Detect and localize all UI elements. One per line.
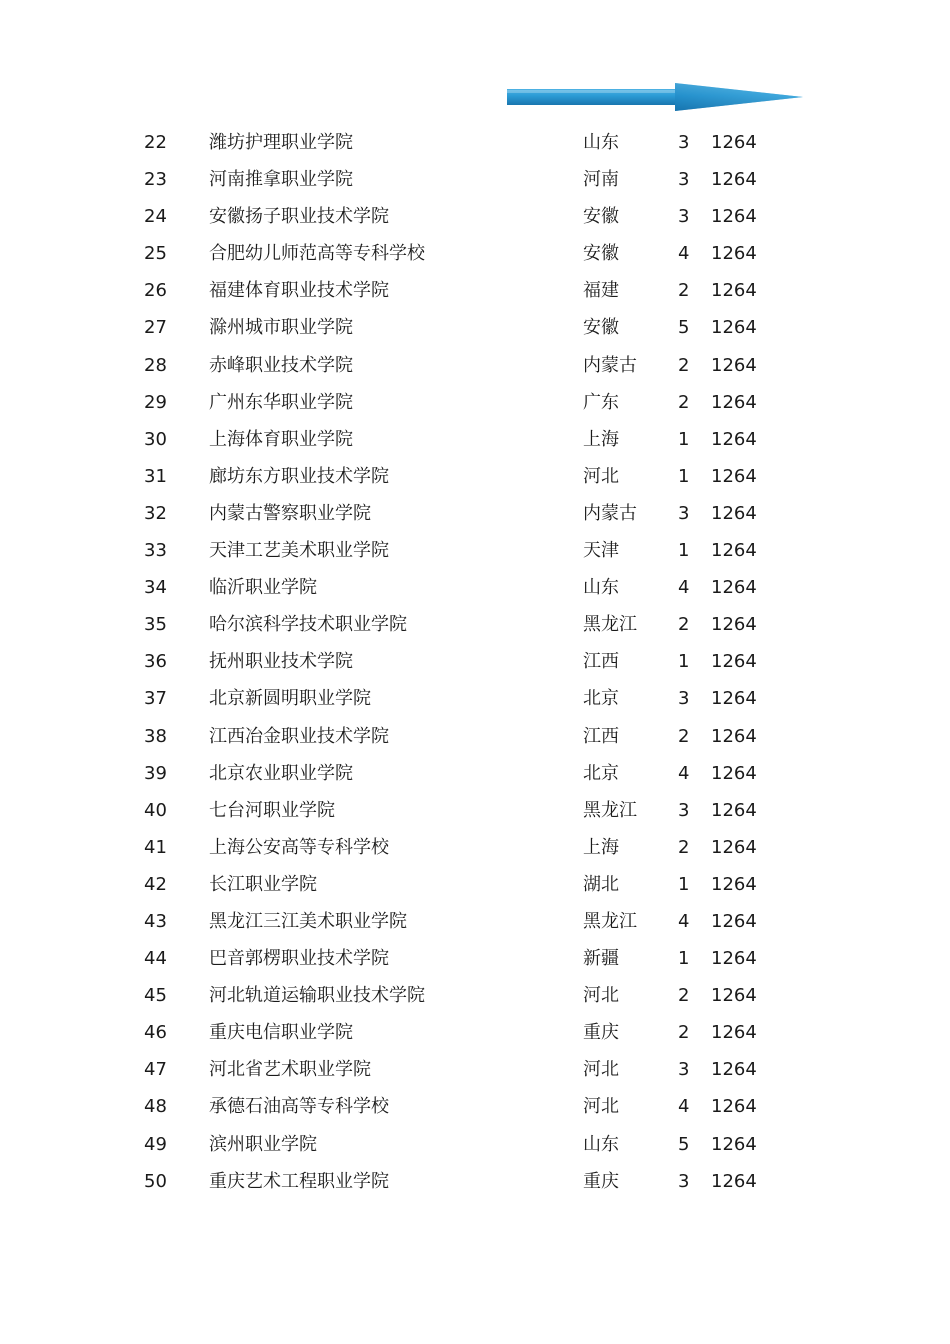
level-value: 5 <box>678 1133 690 1155</box>
rank-number: 29 <box>144 391 167 413</box>
province-name: 河北 <box>583 465 619 487</box>
level-value: 2 <box>678 614 690 636</box>
college-name: 潍坊护理职业学院 <box>209 132 353 153</box>
level-value: 4 <box>678 1096 690 1118</box>
score-value: 1264 <box>711 799 757 821</box>
province-name: 上海 <box>583 836 619 858</box>
score-value: 1264 <box>711 1170 757 1192</box>
rank-number: 24 <box>144 206 167 228</box>
province-name: 山东 <box>583 1133 619 1155</box>
rank-number: 45 <box>144 985 167 1007</box>
college-name: 河南推拿职业学院 <box>209 169 353 191</box>
level-value: 3 <box>678 799 690 821</box>
list-row <box>0 495 950 532</box>
rank-number: 31 <box>144 465 167 487</box>
score-value: 1264 <box>711 1096 757 1118</box>
province-name: 北京 <box>583 688 619 710</box>
score-value: 1264 <box>711 948 757 970</box>
rank-number: 30 <box>144 428 167 450</box>
score-value: 1264 <box>711 836 757 858</box>
level-value: 4 <box>678 243 690 265</box>
province-name: 黑龙江 <box>583 799 637 821</box>
list-row <box>0 198 950 235</box>
college-name: 北京农业职业学院 <box>209 762 353 784</box>
list-row <box>0 235 950 272</box>
rank-number: 43 <box>144 910 167 932</box>
score-value: 1264 <box>711 206 757 228</box>
score-value: 1264 <box>711 651 757 673</box>
rank-number: 25 <box>144 243 167 265</box>
score-value: 1264 <box>711 1022 757 1044</box>
province-name: 重庆 <box>583 1022 619 1044</box>
college-name: 广州东华职业学院 <box>209 391 353 413</box>
college-name: 河北轨道运输职业技术学院 <box>209 985 425 1007</box>
list-row <box>0 755 950 792</box>
college-name: 重庆艺术工程职业学院 <box>209 1170 389 1192</box>
college-name: 廊坊东方职业技术学院 <box>209 465 389 487</box>
rank-number: 35 <box>144 614 167 636</box>
college-name: 福建体育职业技术学院 <box>209 280 389 302</box>
list-row <box>0 680 950 717</box>
score-value: 1264 <box>711 428 757 450</box>
list-row <box>0 124 950 161</box>
province-name: 湖北 <box>583 873 619 895</box>
score-value: 1264 <box>711 614 757 636</box>
level-value: 3 <box>678 1059 690 1081</box>
list-row <box>0 718 950 755</box>
province-name: 福建 <box>583 280 619 302</box>
level-value: 3 <box>678 1170 690 1192</box>
list-row <box>0 940 950 977</box>
province-name: 黑龙江 <box>583 614 637 636</box>
rank-number: 42 <box>144 873 167 895</box>
rank-number: 47 <box>144 1059 167 1081</box>
province-name: 河北 <box>583 1096 619 1118</box>
rank-number: 34 <box>144 577 167 599</box>
province-name: 天津 <box>583 540 619 562</box>
college-name: 安徽扬子职业技术学院 <box>209 206 389 228</box>
score-value: 1264 <box>711 169 757 191</box>
college-name: 上海体育职业学院 <box>209 428 353 450</box>
college-name: 天津工艺美术职业学院 <box>209 540 389 562</box>
level-value: 1 <box>678 651 690 673</box>
list-row <box>0 792 950 829</box>
level-value: 3 <box>678 206 690 228</box>
college-name: 合肥幼儿师范高等专科学校 <box>209 243 425 265</box>
list-row <box>0 384 950 421</box>
score-value: 1264 <box>711 688 757 710</box>
list-row <box>0 532 950 569</box>
level-value: 2 <box>678 1022 690 1044</box>
list-row <box>0 1051 950 1088</box>
rank-number: 41 <box>144 836 167 858</box>
college-name: 七台河职业学院 <box>209 799 335 821</box>
level-value: 2 <box>678 354 690 376</box>
level-value: 2 <box>678 836 690 858</box>
rank-number: 23 <box>144 169 167 191</box>
province-name: 新疆 <box>583 948 619 970</box>
rank-number: 49 <box>144 1133 167 1155</box>
list-row <box>0 272 950 309</box>
list-row <box>0 1163 950 1200</box>
level-value: 2 <box>678 985 690 1007</box>
college-name: 赤峰职业技术学院 <box>209 354 353 376</box>
province-name: 江西 <box>583 725 619 747</box>
list-row <box>0 458 950 495</box>
list-row <box>0 1126 950 1163</box>
rank-number: 37 <box>144 688 167 710</box>
rank-number: 38 <box>144 725 167 747</box>
college-name: 长江职业学院 <box>209 873 317 895</box>
province-name: 安徽 <box>583 206 619 228</box>
score-value: 1264 <box>711 317 757 339</box>
rank-number: 28 <box>144 354 167 376</box>
level-value: 3 <box>678 169 690 191</box>
score-value: 1264 <box>711 577 757 599</box>
college-name: 巴音郭楞职业技术学院 <box>209 948 389 970</box>
college-name: 内蒙古警察职业学院 <box>209 502 371 524</box>
rank-number: 50 <box>144 1170 167 1192</box>
rank-number: 22 <box>144 132 167 153</box>
score-value: 1264 <box>711 1059 757 1081</box>
score-value: 1264 <box>711 465 757 487</box>
rank-number: 44 <box>144 948 167 970</box>
level-value: 3 <box>678 132 690 153</box>
list-row <box>0 161 950 198</box>
list-row <box>0 1014 950 1051</box>
college-ranking-list <box>0 124 950 1200</box>
college-name: 承德石油高等专科学校 <box>209 1096 389 1118</box>
level-value: 1 <box>678 428 690 450</box>
list-row <box>0 606 950 643</box>
level-value: 4 <box>678 910 690 932</box>
college-name: 北京新圆明职业学院 <box>209 688 371 710</box>
rank-number: 36 <box>144 651 167 673</box>
score-value: 1264 <box>711 725 757 747</box>
college-name: 河北省艺术职业学院 <box>209 1059 371 1081</box>
list-row <box>0 977 950 1014</box>
province-name: 山东 <box>583 132 619 153</box>
score-value: 1264 <box>711 502 757 524</box>
level-value: 1 <box>678 873 690 895</box>
level-value: 4 <box>678 577 690 599</box>
score-value: 1264 <box>711 540 757 562</box>
college-name: 黑龙江三江美术职业学院 <box>209 910 407 932</box>
college-name: 上海公安高等专科学校 <box>209 836 389 858</box>
level-value: 3 <box>678 688 690 710</box>
level-value: 2 <box>678 391 690 413</box>
score-value: 1264 <box>711 985 757 1007</box>
college-name: 哈尔滨科学技术职业学院 <box>209 614 407 636</box>
level-value: 3 <box>678 502 690 524</box>
province-name: 内蒙古 <box>583 502 637 524</box>
score-value: 1264 <box>711 762 757 784</box>
province-name: 安徽 <box>583 243 619 265</box>
college-name: 滨州职业学院 <box>209 1133 317 1155</box>
rank-number: 33 <box>144 540 167 562</box>
level-value: 5 <box>678 317 690 339</box>
level-value: 2 <box>678 725 690 747</box>
province-name: 安徽 <box>583 317 619 339</box>
rank-number: 27 <box>144 317 167 339</box>
list-row <box>0 829 950 866</box>
rank-number: 46 <box>144 1022 167 1044</box>
rank-number: 26 <box>144 280 167 302</box>
score-value: 1264 <box>711 280 757 302</box>
college-name: 江西冶金职业技术学院 <box>209 725 389 747</box>
rank-number: 48 <box>144 1096 167 1118</box>
rank-number: 32 <box>144 502 167 524</box>
list-row <box>0 309 950 346</box>
list-row <box>0 643 950 680</box>
score-value: 1264 <box>711 243 757 265</box>
college-name: 临沂职业学院 <box>209 577 317 599</box>
score-value: 1264 <box>711 1133 757 1155</box>
score-value: 1264 <box>711 873 757 895</box>
province-name: 河北 <box>583 985 619 1007</box>
rank-number: 40 <box>144 799 167 821</box>
province-name: 内蒙古 <box>583 354 637 376</box>
list-row <box>0 1088 950 1125</box>
province-name: 山东 <box>583 577 619 599</box>
college-name: 重庆电信职业学院 <box>209 1022 353 1044</box>
province-name: 江西 <box>583 651 619 673</box>
score-value: 1264 <box>711 132 757 153</box>
province-name: 河北 <box>583 1059 619 1081</box>
level-value: 2 <box>678 280 690 302</box>
list-row <box>0 569 950 606</box>
rank-number: 39 <box>144 762 167 784</box>
level-value: 1 <box>678 465 690 487</box>
score-value: 1264 <box>711 910 757 932</box>
list-row <box>0 866 950 903</box>
province-name: 重庆 <box>583 1170 619 1192</box>
college-name: 抚州职业技术学院 <box>209 651 353 673</box>
province-name: 河南 <box>583 169 619 191</box>
level-value: 1 <box>678 540 690 562</box>
level-value: 1 <box>678 948 690 970</box>
list-row <box>0 347 950 384</box>
score-value: 1264 <box>711 391 757 413</box>
list-row <box>0 903 950 940</box>
province-name: 广东 <box>583 391 619 413</box>
level-value: 4 <box>678 762 690 784</box>
score-value: 1264 <box>711 354 757 376</box>
list-row <box>0 421 950 458</box>
province-name: 北京 <box>583 762 619 784</box>
right-arrow-icon <box>505 80 805 116</box>
province-name: 黑龙江 <box>583 910 637 932</box>
college-name: 滁州城市职业学院 <box>209 317 353 339</box>
province-name: 上海 <box>583 428 619 450</box>
